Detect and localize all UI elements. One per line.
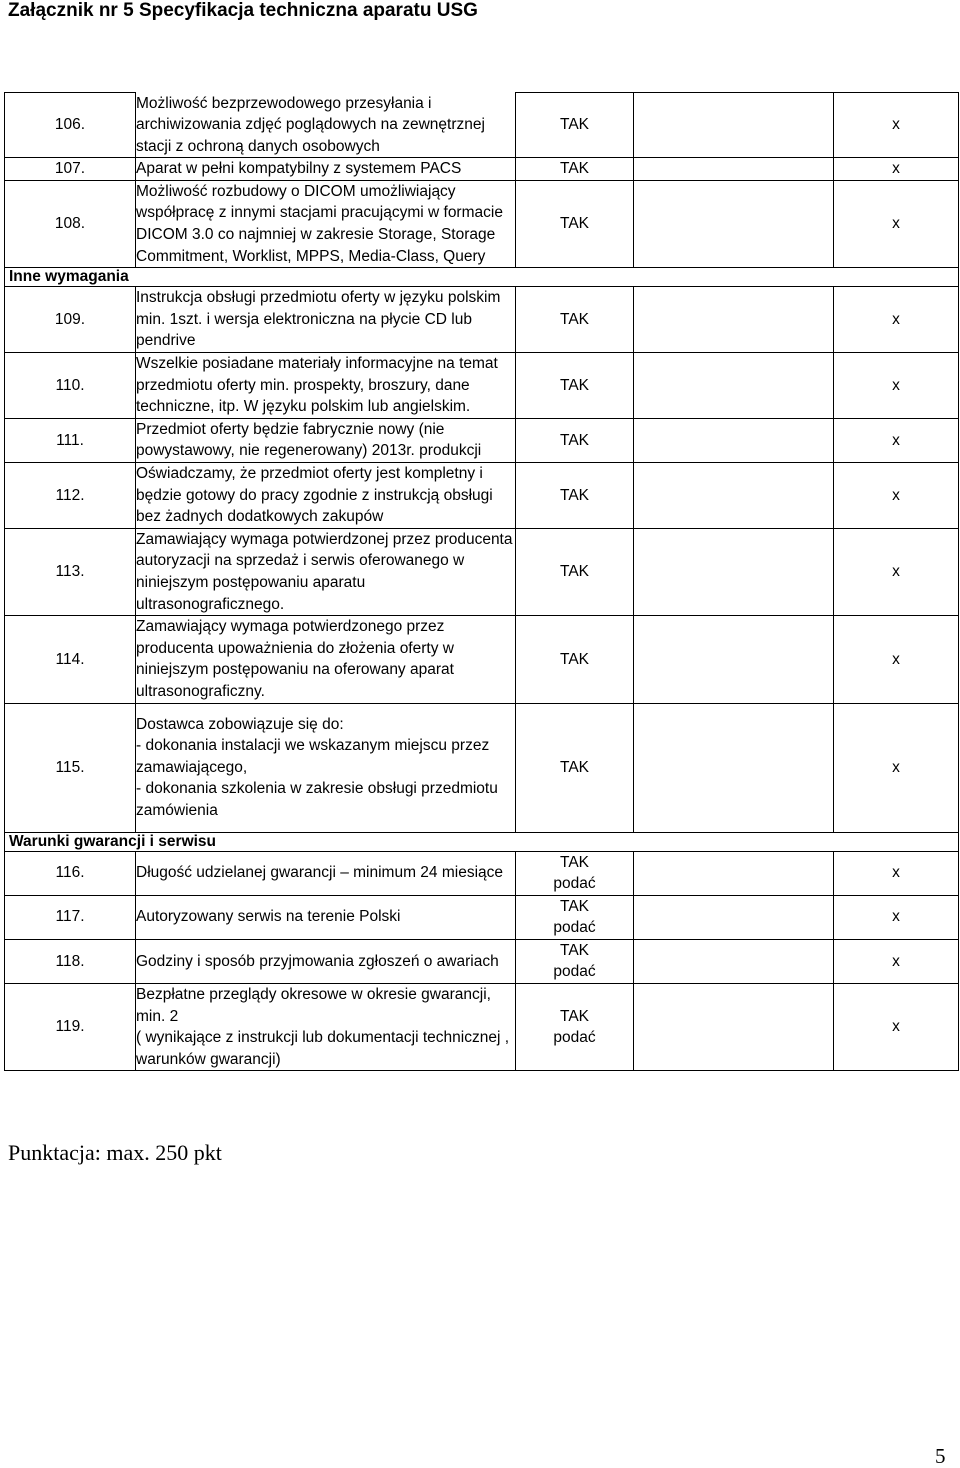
row-description: Możliwość rozbudowy o DICOM umożliwiający współpracę z innymi stacjami pracującymi w formacie DICOM 3.0 co najmniej w zakresie Storage, Storage Commitment, Worklist, MPPS, Media-Class, Query [136,180,516,267]
row-description: Autoryzowany serwis na terenie Polski [136,895,516,939]
requirement-instruction: podać [553,963,596,981]
row-number: 111. [5,418,136,462]
row-offer-cell [634,418,834,462]
requirement-instruction: podać [553,1029,596,1047]
specification-table [4,92,959,1071]
table-row [5,353,959,419]
row-description: Instrukcja obsługi przedmiotu oferty w języku polskim min. 1szt. i wersja elektroniczna na płycie CD lub pendrive [136,287,516,353]
row-number: 106. [5,93,136,158]
row-offer-cell [634,287,834,353]
row-evaluation: x [834,528,959,615]
row-description: Przedmiot oferty będzie fabrycznie nowy (nie powystawowy, nie regenerowany) 2013r. produkcji [136,418,516,462]
table-row [5,287,959,353]
row-description [136,703,516,832]
score-note: Punktacja: max. 250 pkt [8,1140,222,1165]
description-line: - dokonania instalacji we wskazanym miejscu przez zamawiającego, [136,737,490,776]
row-offer-cell [634,616,834,703]
requirement-value: TAK [560,1007,589,1025]
requirement-value: TAK [560,897,589,915]
row-evaluation: x [834,895,959,939]
requirement-value: TAK [560,853,589,871]
row-offer-cell [634,353,834,419]
table-row [5,703,959,832]
row-number: 112. [5,463,136,529]
table-row [5,93,959,158]
row-evaluation: x [834,180,959,267]
row-requirement: TAK [516,616,634,703]
row-description [136,984,516,1071]
row-number: 110. [5,353,136,419]
table-row [5,158,959,181]
row-requirement: TAK [516,158,634,181]
description-line: - dokonania szkolenia w zakresie obsługi przedmiotu zamówienia [136,780,498,819]
row-requirement: TAK [516,703,634,832]
description-line: ( wynikające z instrukcji lub dokumentacji technicznej , warunków gwarancji) [136,1029,510,1068]
table-row [5,463,959,529]
requirement-instruction: podać [553,875,596,893]
row-requirement: TAK [516,528,634,615]
row-description: Zamawiający wymaga potwierdzonej przez producenta autoryzacji na sprzedaż i serwis oferowanego w niniejszym postępowaniu aparatu ultrasonograficznego. [136,528,516,615]
table-row [5,180,959,267]
row-evaluation: x [834,287,959,353]
row-evaluation: x [834,939,959,983]
row-requirement [516,939,634,983]
section-title: Inne wymagania [5,268,959,287]
table-row [5,984,959,1071]
row-description: Wszelkie posiadane materiały informacyjne na temat przedmiotu oferty min. prospekty, broszury, dane techniczne, itp. W języku polskim lub angielskim. [136,353,516,419]
row-offer-cell [634,703,834,832]
row-offer-cell [634,158,834,181]
row-offer-cell [634,180,834,267]
requirement-value: TAK [560,941,589,959]
row-requirement [516,851,634,895]
row-requirement: TAK [516,418,634,462]
row-requirement: TAK [516,463,634,529]
table-row [5,939,959,983]
row-requirement: TAK [516,353,634,419]
description-line: Dostawca zobowiązuje się do: [136,715,344,733]
row-number: 108. [5,180,136,267]
row-number: 107. [5,158,136,181]
row-description: Aparat w pełni kompatybilny z systemem PACS [136,158,516,181]
table-row [5,616,959,703]
row-offer-cell [634,851,834,895]
row-evaluation: x [834,158,959,181]
row-description: Godziny i sposób przyjmowania zgłoszeń o awariach [136,939,516,983]
row-evaluation: x [834,418,959,462]
row-offer-cell [634,93,834,158]
row-number: 114. [5,616,136,703]
table-row [5,895,959,939]
row-offer-cell [634,939,834,983]
row-offer-cell [634,984,834,1071]
section-header-warranty [5,832,959,851]
row-description: Długość udzielanej gwarancji – minimum 24 miesiące [136,851,516,895]
row-offer-cell [634,895,834,939]
row-evaluation: x [834,851,959,895]
row-evaluation: x [834,93,959,158]
row-number: 109. [5,287,136,353]
section-title: Warunki gwarancji i serwisu [5,832,959,851]
row-number: 118. [5,939,136,983]
requirement-instruction: podać [553,919,596,937]
row-requirement: TAK [516,180,634,267]
row-requirement: TAK [516,93,634,158]
row-number: 119. [5,984,136,1071]
table-row [5,851,959,895]
row-description: Możliwość bezprzewodowego przesyłania i archiwizowania zdjęć poglądowych na zewnętrznej stacji z ochroną danych osobowych [136,93,516,158]
row-evaluation: x [834,984,959,1071]
document-title: Załącznik nr 5 Specyfikacja techniczna aparatu USG [8,0,478,21]
row-number: 115. [5,703,136,832]
row-number: 116. [5,851,136,895]
row-requirement: TAK [516,287,634,353]
row-description: Oświadczamy, że przedmiot oferty jest kompletny i będzie gotowy do pracy zgodnie z instrukcją obsługi bez żadnych dodatkowych zakupów [136,463,516,529]
row-description: Zamawiający wymaga potwierdzonego przez producenta upoważnienia do złożenia oferty w niniejszym postępowaniu na oferowany aparat ultrasonograficzny. [136,616,516,703]
page-number: 5 [935,1444,946,1468]
row-evaluation: x [834,703,959,832]
row-offer-cell [634,463,834,529]
table-row [5,528,959,615]
row-evaluation: x [834,353,959,419]
description-line: Bezpłatne przeglądy okresowe w okresie gwarancji, min. 2 [136,986,491,1025]
row-number: 113. [5,528,136,615]
section-header-other-requirements [5,268,959,287]
row-requirement [516,984,634,1071]
row-offer-cell [634,528,834,615]
row-evaluation: x [834,616,959,703]
row-number: 117. [5,895,136,939]
row-requirement [516,895,634,939]
table-row [5,418,959,462]
row-evaluation: x [834,463,959,529]
